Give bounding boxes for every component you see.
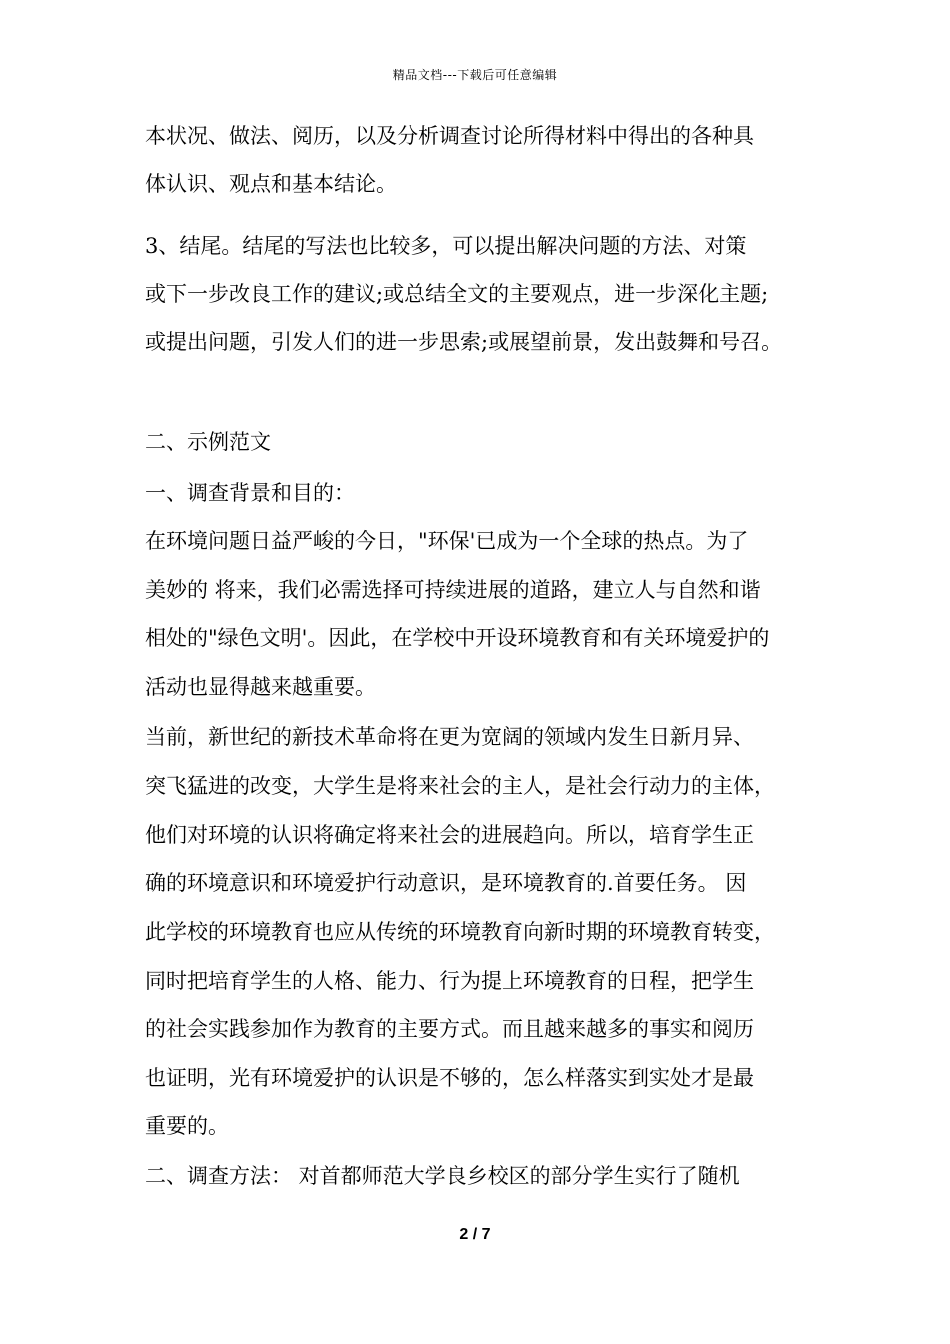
text-line: 或提出问题，引发人们的进一步思索;或展望前景，发出鼓舞和号召。 — [145, 330, 783, 354]
text-line: 确的环境意识和环境爱护行动意识，是环境教育的.首要任务。 因 — [145, 871, 747, 895]
text-line: 或下一步改良工作的建议;或总结全文的主要观点，进一步深化主题; — [145, 282, 769, 306]
text-line: 在环境问题日益严峻的今日，"环保'已成为一个全球的热点。为了 — [145, 529, 749, 553]
text-line: 相处的"绿色文明'。因此，在学校中开设环境教育和有关环境爱护的 — [145, 626, 770, 650]
text-line: 本状况、做法、阅历，以及分析调查讨论所得材料中得出的各种具 — [145, 124, 754, 148]
text-line: 活动也显得越来越重要。 — [145, 675, 376, 699]
text-line: 当前，新世纪的新技术革命将在更为宽阔的领域内发生日新月异、 — [145, 725, 754, 749]
text-line: 此学校的环境教育也应从传统的环境教育向新时期的环境教育转变， — [145, 920, 775, 944]
section-heading: 一、调查背景和目的： — [145, 481, 355, 505]
text-line: 同时把培育学生的人格、能力、行为提上环境教育的日程，把学生 — [145, 969, 754, 993]
page-number: 2 / 7 — [459, 1226, 491, 1243]
text-line: 体认识、观点和基本结论。 — [145, 172, 397, 196]
text-line: 他们对环境的认识将确定将来社会的进展趋向。所以，培育学生正 — [145, 823, 754, 847]
text-line: 3、结尾。结尾的写法也比较多，可以提出解决问题的方法、对策 — [145, 234, 747, 258]
text-line: 美妙的 将来，我们必需选择可持续进展的道路，建立人与自然和谐 — [145, 578, 761, 602]
text-line: 也证明，光有环境爱护的认识是不够的，怎么样落实到实处才是最 — [145, 1066, 754, 1090]
text-line: 的社会实践参加作为教育的主要方式。而且越来越多的事实和阅历 — [145, 1017, 754, 1041]
section-heading: 二、示例范文 — [145, 430, 271, 454]
text-line: 二、调查方法： 对首都师范大学良乡校区的部分学生实行了随机 — [145, 1164, 740, 1188]
page-header: 精品文档---下载后可任意编辑 — [392, 68, 558, 82]
text-line: 重要的。 — [145, 1114, 229, 1138]
text-line: 突飞猛进的改变，大学生是将来社会的主人，是社会行动力的主体， — [145, 774, 775, 798]
